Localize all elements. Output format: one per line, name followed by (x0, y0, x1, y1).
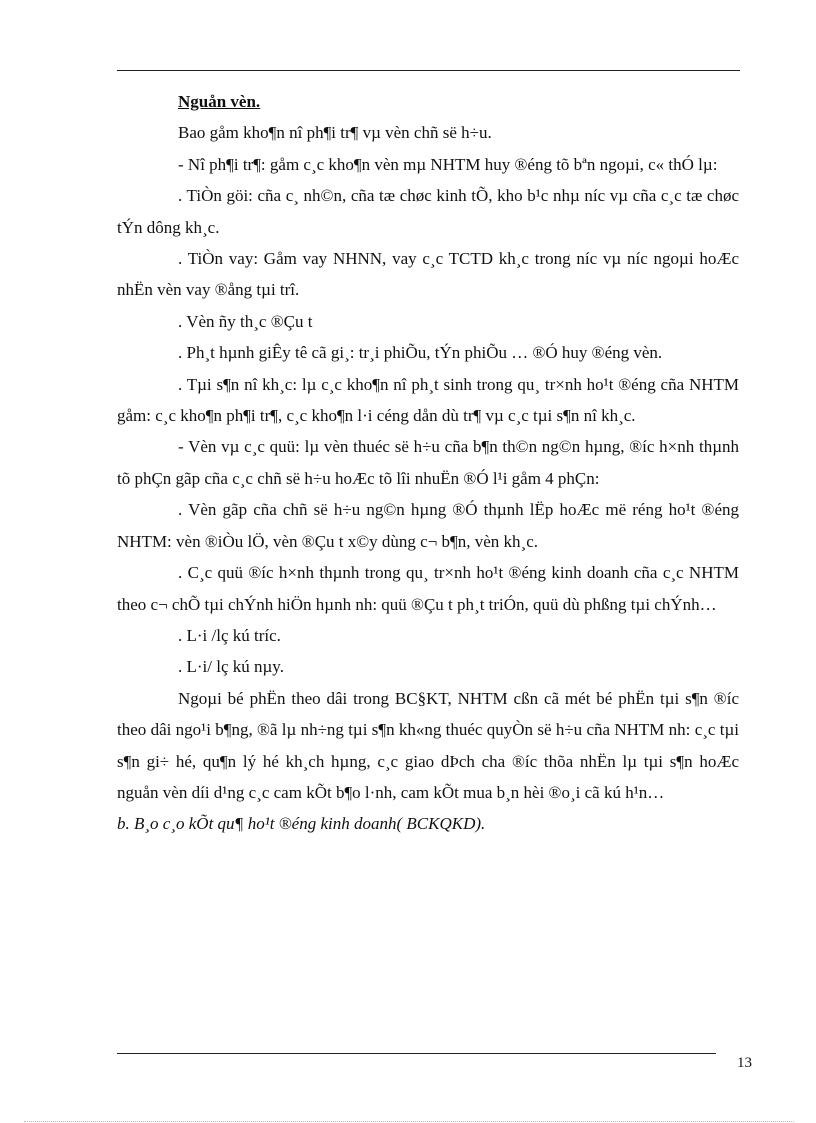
paragraph-10: . C¸c quü ®íc h×nh thµnh trong qu¸ tr×nh ho¹t ®éng kinh doanh cña c¸c NHTM theo c¬ chÕ tµi chÝnh hiÖn hµnh nh: quü ®Çu t ph¸t triÓn, quü dù phßng tµi chÝnh… (117, 563, 739, 614)
paragraph-12: . L·i/ lç kú nµy. (178, 657, 284, 677)
paragraph-7: . Tµi s¶n nî kh¸c: lµ c¸c kho¶n nî ph¸t sinh trong qu¸ tr×nh ho¹t ®éng cña NHTM gåm: c¸c kho¶n ph¶i tr¶, c¸c kho¶n l·i céng dån dù tr¶ vµ c¸c tµi s¶n nî kh¸c. (117, 374, 739, 426)
paragraph-5: . Vèn ñy th¸c ®Çu t (178, 311, 313, 331)
paragraph-4: . TiÒn vay: Gåm vay NHNN, vay c¸c TCTD kh¸c trong níc vµ níc ngoµi hoÆc nhËn vèn vay ®ång tµi trî. (117, 249, 739, 300)
paragraph-11: . L·i /lç kú tríc. (178, 625, 281, 645)
paragraph-6: . Ph¸t hµnh giÊy tê cã gi¸: tr¸i phiÕu, tÝn phiÕu … ®Ó huy ®éng vèn. (178, 343, 663, 363)
paragraph-2: - Nî ph¶i tr¶: gåm c¸c kho¶n vèn mµ NHTM huy ®éng tõ bªn ngoµi, c« thÓ lµ: (178, 154, 718, 174)
paragraph-3: . TiÒn göi: cña c¸ nh©n, cña tæ chøc kinh tÕ, kho b¹c nhµ níc vµ cña c¸c tæ chøc tÝn dông kh¸c. (117, 186, 739, 237)
paragraph-13: Ngoµi bé phËn theo dâi trong BC§KT, NHTM cßn cã mét bé phËn tµi s¶n ®íc theo dâi ngo¹i b¶ng, ®ã lµ nh÷ng tµi s¶n kh«ng thuéc quyÒn së h÷u cña NHTM nh: c¸c tµi s¶n gi÷ hé, qu¶n lý hé kh¸ch hµng, c¸c giao dÞch cha ®íc thõa nhËn lµ tµi s¶n hoÆc nguån vèn díi d¹ng c¸c cam kÕt b¶o l·nh, cam kÕt mua b¸n hèi ®o¸i cã kú h¹n… (117, 688, 739, 802)
paragraph-8: - Vèn vµ c¸c quü: lµ vèn thuéc së h÷u cña b¶n th©n ng©n hµng, ®íc h×nh thµnh tõ phÇn gãp cña c¸c chñ së h÷u hoÆc tõ lîi nhuËn ®Ó l¹i gåm 4 phÇn: (117, 437, 739, 488)
section-heading: Nguån vèn. (178, 92, 261, 111)
page-body (117, 86, 739, 840)
subsection-heading: b. B¸o c¸o kÕt qu¶ ho¹t ®éng kinh doanh( BCKQKD). (117, 814, 486, 834)
page-number: 13 (737, 1055, 752, 1071)
paragraph-1: Bao gåm kho¶n nî ph¶i tr¶ vµ vèn chñ së h÷u. (178, 123, 492, 143)
page-edge-dotted-line (24, 1121, 794, 1122)
header-rule (117, 70, 740, 71)
paragraph-9: . Vèn gãp cña chñ së h÷u ng©n hµng ®Ó thµnh lËp hoÆc më réng ho¹t ®éng NHTM: vèn ®iÒu lÖ, vèn ®Çu t x©y dùng c¬ b¶n, vèn kh¸c. (117, 500, 739, 551)
footer-rule (117, 1053, 716, 1054)
